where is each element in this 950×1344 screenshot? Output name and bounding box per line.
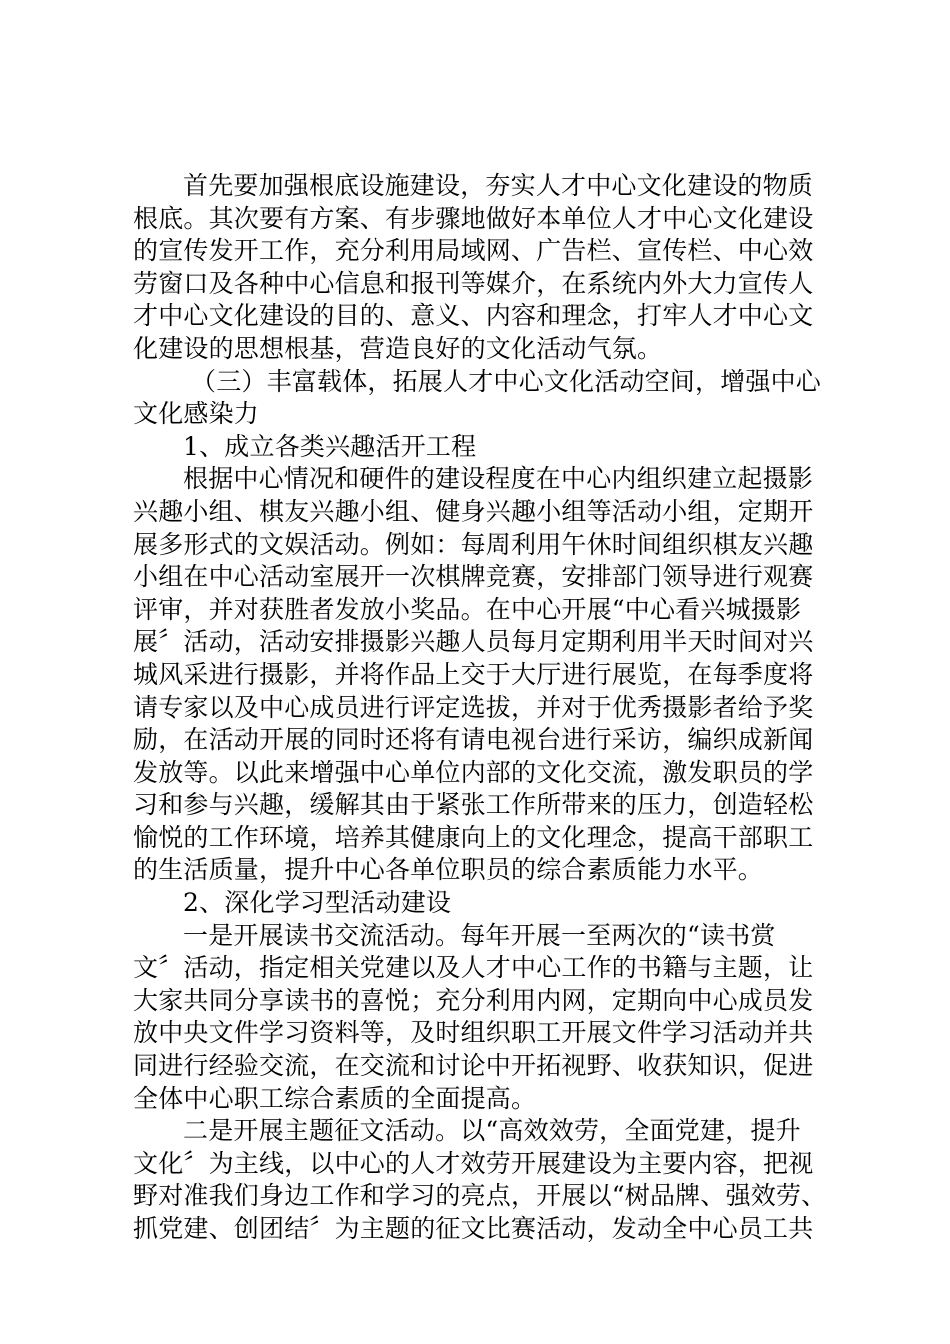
text-line: 文化〞为主线，以中心的人才效劳开展建设为主要内容，把视 — [133, 1148, 814, 1178]
text-line: 小组在中心活动室展开一次棋牌竞赛，安排部门领导进行观赛 — [133, 562, 814, 592]
section-heading: 文化感染力 — [133, 399, 260, 429]
text-line: 首先要加强根底设施建设，夯实人才中心文化建设的物质 — [183, 171, 814, 200]
text-line: 习和参与兴趣，缓解其由于紧张工作所带来的压力，创造轻松 — [133, 790, 814, 820]
text-line: 大家共同分享读书的喜悦；充分利用内网，定期向中心成员发 — [133, 985, 814, 1015]
text-line: 野对准我们身边工作和学习的亮点，开展以“树品牌、强效劳、 — [133, 1181, 827, 1211]
text-line: 二是开展主题征文活动。以“高效效劳，全面党建，提升 — [183, 1116, 801, 1146]
text-line: 根底。其次要有方案、有步骤地做好本单位人才中心文化建设 — [133, 203, 814, 233]
text-line: 才中心文化建设的目的、意义、内容和理念，打牢人才中心文 — [133, 301, 814, 331]
text-line: 发放等。以此来增强中心单位内部的文化交流，激发职员的学 — [133, 757, 814, 787]
text-line: 励，在活动开展的同时还将有请电视台进行采访，编织成新闻 — [133, 725, 814, 755]
text-line: 化建设的思想根基，营造良好的文化活动气氛。 — [133, 333, 663, 363]
text-line: 文〞活动，指定相关党建以及人才中心工作的书籍与主题，让 — [133, 953, 814, 983]
subsection-heading: 2、深化学习型活动建设 — [183, 888, 452, 918]
text-line: 根据中心情况和硬件的建设程度在中心内组织建立起摄影 — [183, 464, 814, 494]
text-line: 同进行经验交流，在交流和讨论中开拓视野、收获知识，促进 — [133, 1051, 814, 1081]
body-text — [133, 170, 827, 1246]
text-line: 请专家以及中心成员进行评定选拔，并对于优秀摄影者给予奖 — [133, 692, 814, 722]
text-line: 的生活质量，提升中心各单位职员的综合素质能力水平。 — [133, 855, 764, 885]
text-line: 一是开展读书交流活动。每年开展一至两次的“读书赏 — [183, 920, 776, 950]
text-line: 兴趣小组、棋友兴趣小组、健身兴趣小组等活动小组，定期开 — [133, 496, 814, 526]
text-line: 劳窗口及各种中心信息和报刊等媒介，在系统内外大力宣传人 — [133, 268, 814, 298]
text-line: 的宣传发开工作，充分利用局域网、广告栏、宣传栏、中心效 — [133, 236, 814, 266]
text-line: 展〞活动，活动安排摄影兴趣人员每月定期利用半天时间对兴 — [133, 627, 814, 657]
text-line: 展多形式的文娱活动。例如：每周利用午休时间组织棋友兴趣 — [133, 529, 814, 559]
text-line: 放中央文件学习资料等，及时组织职工开展文件学习活动并共 — [133, 1018, 814, 1048]
text-line: 全体中心职工综合素质的全面提高。 — [133, 1083, 537, 1113]
text-line: 评审，并对获胜者发放小奖品。在中心开展“中心看兴城摄影 — [133, 594, 802, 624]
text-line: 城风采进行摄影，并将作品上交于大厅进行展览，在每季度将 — [133, 659, 814, 689]
subsection-heading: 1、成立各类兴趣活开工程 — [183, 431, 477, 461]
text-line: 愉悦的工作环境，培养其健康向上的文化理念，提高干部职工 — [133, 822, 814, 852]
section-heading: （三）丰富载体，拓展人才中心文化活动空间，增强中心 — [191, 366, 822, 396]
text-line: 抓党建、创团结〞为主题的征文比赛活动，发动全中心员工共 — [133, 1214, 814, 1243]
